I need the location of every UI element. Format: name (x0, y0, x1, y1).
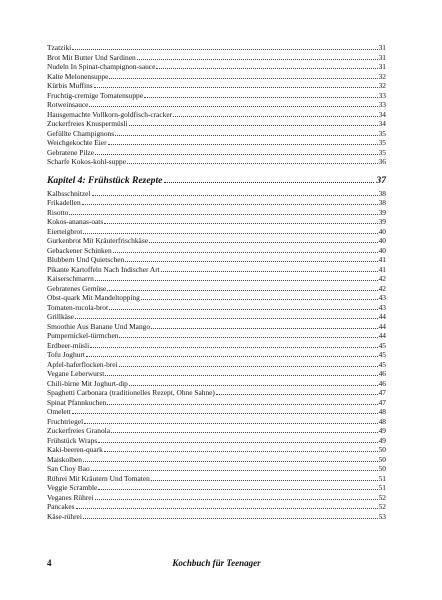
dot-leader (108, 143, 378, 145)
toc-entry-page: 47 (378, 388, 386, 397)
toc-entry-title: San Choy Bao (47, 464, 90, 473)
toc-entry-title: Fruchtig-cremige Tomatensuppe (47, 90, 144, 100)
dot-leader (76, 507, 378, 509)
toc-entry[interactable] (47, 227, 386, 237)
toc-entry[interactable] (47, 129, 386, 139)
table-of-contents (47, 43, 386, 521)
toc-entry-page: 31 (378, 43, 386, 52)
dot-leader (69, 213, 377, 215)
toc-entry-page: 43 (378, 302, 386, 312)
toc-entry-page: 48 (378, 407, 386, 416)
toc-entry[interactable] (47, 198, 386, 208)
toc-entry-title: Spaghetti Carbonara (traditionelles Rezept, Ohne Sahne) (47, 388, 215, 397)
dot-leader (105, 374, 377, 376)
toc-entry-page: 38 (378, 198, 386, 207)
toc-entry-title: Rührei Mit Kräutern Und Tomaten (47, 473, 150, 483)
toc-entry-title: Obst-quark Mit Mandeltopping (47, 293, 140, 302)
toc-entry[interactable] (47, 407, 386, 417)
toc-entry-page: 35 (378, 138, 386, 147)
toc-entry[interactable] (47, 255, 386, 265)
toc-entry-title: Apfel-haferflocken-brei (47, 359, 118, 369)
toc-entry[interactable] (47, 379, 386, 389)
toc-entry-page: 38 (378, 188, 386, 198)
toc-entry[interactable] (47, 62, 386, 72)
dot-leader (144, 96, 378, 98)
toc-entry[interactable] (47, 274, 386, 284)
toc-entry-title: Grillkäse (47, 312, 75, 321)
toc-entry-page: 44 (378, 312, 386, 321)
dot-leader (119, 365, 378, 367)
toc-entry-title: Tomaten-rucola-brot (47, 302, 109, 312)
toc-entry-page: 41 (378, 255, 386, 264)
toc-entry-title: Gebratene Pilze (47, 147, 94, 157)
dot-leader (129, 384, 378, 386)
toc-entry-title: Kalbsschnitzel (47, 188, 91, 198)
dot-leader (72, 412, 378, 414)
toc-entry-page: 31 (378, 62, 386, 71)
dot-leader (104, 450, 378, 452)
dot-leader (107, 403, 377, 405)
toc-entry-title: Frikadellen (47, 198, 81, 207)
toc-entry-page: 47 (378, 397, 386, 407)
dot-leader (72, 48, 377, 50)
dot-leader (127, 162, 378, 164)
dot-leader (92, 194, 378, 196)
toc-entry-page: 44 (378, 321, 386, 331)
toc-entry-page: 39 (378, 207, 386, 217)
dot-leader (151, 327, 378, 329)
toc-entry-title: Pumpernickel-türmchen (47, 331, 119, 340)
dot-leader (91, 469, 378, 471)
toc-entry[interactable] (47, 512, 386, 522)
toc-entry[interactable] (47, 398, 386, 408)
toc-entry-page: 51 (378, 473, 386, 483)
toc-entry-title: Kalte Melonensuppe (47, 71, 109, 81)
dot-leader (113, 251, 378, 253)
toc-entry-page: 44 (378, 331, 386, 340)
toc-entry[interactable] (47, 312, 386, 322)
dot-leader (83, 517, 378, 519)
dot-leader (173, 115, 377, 117)
page-footer (47, 558, 386, 572)
toc-entry[interactable] (47, 331, 386, 341)
toc-entry-page: 45 (378, 350, 386, 359)
toc-entry-page: 40 (378, 236, 386, 245)
toc-section-chapter-4 (47, 189, 386, 522)
dot-leader (129, 124, 378, 126)
toc-entry-title: Veggie Scramble (47, 483, 98, 492)
dot-leader (149, 241, 378, 243)
toc-entry-title: Tofu Joghurt (47, 350, 85, 359)
toc-entry-page: 50 (378, 454, 386, 464)
toc-entry-title: Smoothie Aus Banane Und Mango (47, 321, 151, 331)
toc-entry-page: 48 (378, 416, 386, 426)
chapter-title: Kapitel 4: Frühstück Rezepte (47, 174, 163, 186)
chapter-page: 37 (376, 174, 386, 186)
toc-entry[interactable] (47, 388, 386, 398)
toc-entry[interactable] (47, 43, 386, 53)
toc-entry-title: Spinat Pfannkuchen (47, 397, 107, 407)
toc-entry-page: 46 (378, 369, 386, 378)
toc-entry[interactable] (47, 284, 386, 294)
toc-entry-page: 40 (378, 245, 386, 255)
toc-entry-title: Gurkenbrot Mit Kräuterfrischkäse (47, 236, 148, 245)
toc-entry-title: Rotweinsauce (47, 100, 89, 109)
dot-leader (82, 203, 378, 205)
toc-entry[interactable] (47, 72, 386, 82)
toc-entry-page: 42 (378, 283, 386, 293)
toc-entry[interactable] (47, 119, 386, 129)
dot-leader (98, 488, 377, 490)
toc-entry-title: Kokos-ananas-oats (47, 217, 104, 226)
toc-entry[interactable] (47, 436, 386, 446)
toc-entry[interactable] (47, 493, 386, 503)
toc-entry-title: Maiskolben (47, 454, 82, 464)
dot-leader (75, 317, 378, 319)
toc-entry[interactable] (47, 322, 386, 332)
toc-entry[interactable] (47, 341, 386, 351)
toc-entry-title: Chili-birne Mit Joghurt-dip (47, 378, 128, 388)
toc-entry-title: Gebratenes Gemüse (47, 283, 107, 293)
toc-entry[interactable] (47, 293, 386, 303)
toc-entry-title: Käse-rührei (47, 511, 82, 521)
dot-leader (137, 58, 378, 60)
toc-entry-title: Veganes Rührei (47, 492, 94, 502)
toc-entry[interactable] (47, 81, 386, 91)
toc-entry-page: 39 (378, 217, 386, 226)
toc-entry[interactable] (47, 369, 386, 379)
toc-entry-title: Zuckerfreies Granola (47, 426, 110, 435)
toc-entry[interactable] (47, 445, 386, 455)
dot-leader (141, 298, 378, 300)
toc-entry-title: Tzatziki (47, 43, 72, 52)
page-number: 4 (47, 558, 52, 568)
toc-entry-page: 34 (378, 109, 386, 119)
toc-entry-page: 46 (378, 378, 386, 388)
dot-leader (84, 422, 377, 424)
toc-entry[interactable] (47, 236, 386, 246)
toc-entry-title: Vegane Leberwurst (47, 369, 105, 378)
toc-entry[interactable] (47, 502, 386, 512)
toc-entry[interactable] (47, 360, 386, 370)
toc-entry-title: Omelett (47, 407, 71, 416)
toc-entry[interactable] (47, 246, 386, 256)
toc-entry-title: Blubbern Und Quietschen (47, 255, 125, 264)
toc-entry[interactable] (47, 53, 386, 63)
toc-entry-title: Zuckerfreies Knuspermüsli (47, 119, 128, 128)
dot-leader (90, 346, 377, 348)
dot-leader (95, 498, 378, 500)
toc-entry-page: 32 (378, 81, 386, 90)
toc-entry-title: Pancakes (47, 502, 75, 511)
dot-leader (216, 393, 378, 395)
toc-entry-title: Nudeln In Spinat-champignon-sauce (47, 62, 156, 71)
dot-leader (164, 181, 374, 183)
toc-entry-page: 40 (378, 226, 386, 236)
dot-leader (95, 279, 378, 281)
dot-leader (151, 479, 378, 481)
dot-leader (125, 260, 377, 262)
toc-entry[interactable] (47, 474, 386, 484)
toc-entry-page: 49 (378, 426, 386, 435)
dot-leader (83, 232, 377, 234)
toc-entry-page: 35 (378, 128, 386, 138)
dot-leader (156, 67, 377, 69)
toc-entry-page: 41 (378, 264, 386, 274)
toc-entry-title: Frühstück Wraps (47, 435, 98, 445)
toc-entry-page: 50 (378, 445, 386, 454)
toc-entry-page: 33 (378, 90, 386, 100)
toc-entry[interactable] (47, 110, 386, 120)
toc-entry[interactable] (47, 483, 386, 493)
toc-entry-page: 53 (378, 511, 386, 521)
toc-entry-page: 49 (378, 435, 386, 445)
toc-entry-page: 32 (378, 71, 386, 81)
dot-leader (83, 460, 378, 462)
chapter-heading[interactable] (47, 174, 386, 187)
dot-leader (111, 431, 378, 433)
toc-entry-title: Gebackener Schinken (47, 245, 112, 255)
toc-entry-title: Scharfe Kokos-kohl-suppe (47, 157, 127, 166)
dot-leader (161, 270, 378, 272)
toc-entry-page: 42 (378, 274, 386, 283)
toc-entry[interactable] (47, 217, 386, 227)
toc-entry-page: 43 (378, 293, 386, 302)
toc-entry[interactable] (47, 464, 386, 474)
toc-entry-page: 45 (378, 340, 386, 350)
toc-entry-page: 50 (378, 464, 386, 473)
dot-leader (119, 336, 377, 338)
toc-entry[interactable] (47, 189, 386, 199)
toc-entry[interactable] (47, 350, 386, 360)
toc-entry-title: Weichgekochte Eier (47, 138, 107, 147)
toc-entry-title: Eierteigbrot (47, 226, 83, 236)
toc-entry-page: 36 (378, 157, 386, 166)
toc-entry-title: Brot Mit Butter Und Sardinen (47, 52, 136, 62)
toc-entry-page: 51 (378, 483, 386, 492)
toc-entry-title: Kaiserschmarrn (47, 274, 94, 283)
toc-section-previous (47, 43, 386, 167)
toc-entry[interactable] (47, 265, 386, 275)
dot-leader (107, 289, 377, 291)
dot-leader (109, 77, 377, 79)
dot-leader (86, 355, 378, 357)
dot-leader (98, 441, 377, 443)
toc-entry-title: Erdbeer-müsli (47, 340, 90, 350)
toc-entry-title: Gefüllte Champignons (47, 128, 115, 138)
toc-entry[interactable] (47, 426, 386, 436)
toc-entry-title: Kürbis Muffins (47, 81, 93, 90)
toc-entry-page: 52 (378, 492, 386, 502)
toc-entry-page: 31 (378, 52, 386, 62)
dot-leader (89, 105, 377, 107)
toc-entry-title: Hausgemachte Vollkorn-goldfisch-cracker (47, 109, 173, 119)
toc-entry-title: Risotto (47, 207, 69, 217)
toc-entry-title: Kaki-beeren-quark (47, 445, 103, 454)
toc-entry[interactable] (47, 100, 386, 110)
dot-leader (115, 134, 377, 136)
toc-entry[interactable] (47, 303, 386, 313)
toc-entry[interactable] (47, 157, 386, 167)
toc-entry-page: 34 (378, 119, 386, 128)
book-title: Kochbuch für Teenager (172, 558, 261, 568)
toc-entry-title: Pikante Kartoffeln Nach Indischer Art (47, 264, 160, 274)
toc-entry[interactable] (47, 208, 386, 218)
toc-entry[interactable] (47, 455, 386, 465)
dot-leader (94, 86, 378, 88)
toc-entry-page: 35 (378, 147, 386, 157)
toc-entry-title: Fruchtriegel (47, 416, 84, 426)
dot-leader (109, 308, 378, 310)
toc-entry-page: 45 (378, 359, 386, 369)
dot-leader (104, 222, 377, 224)
toc-entry-page: 52 (378, 502, 386, 511)
toc-entry[interactable] (47, 91, 386, 101)
toc-entry[interactable] (47, 148, 386, 158)
toc-entry-page: 33 (378, 100, 386, 109)
dot-leader (95, 153, 378, 155)
toc-entry[interactable] (47, 417, 386, 427)
toc-entry[interactable] (47, 138, 386, 148)
